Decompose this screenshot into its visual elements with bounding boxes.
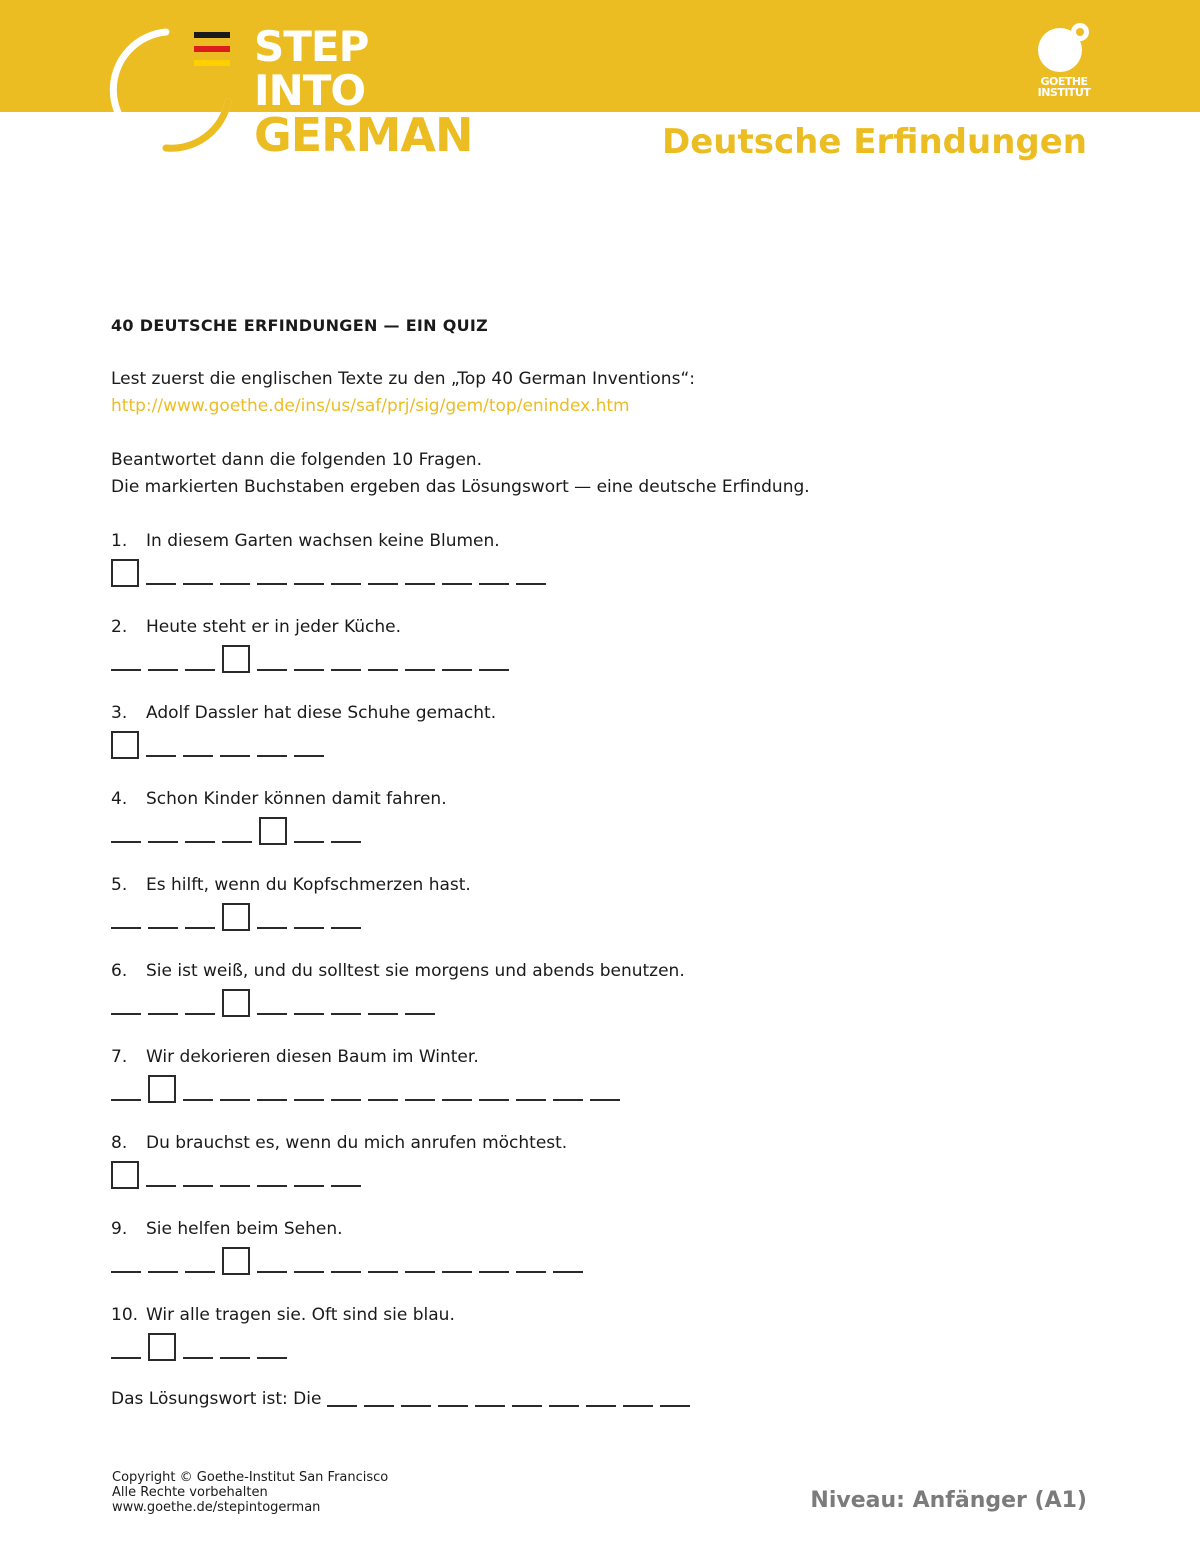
marked-letter-box[interactable] — [111, 559, 139, 587]
level-label: Niveau: Anfänger (A1) — [810, 1488, 1087, 1513]
letter-blank[interactable] — [185, 927, 215, 929]
question-text — [111, 614, 1111, 641]
question-label: Es hilft, wenn du Kopfschmerzen hast. — [146, 875, 471, 895]
letter-blank[interactable] — [442, 583, 472, 585]
solution-letter-blank[interactable] — [549, 1405, 579, 1407]
letter-blank[interactable] — [111, 841, 141, 843]
flag-black-stripe — [194, 32, 230, 38]
letter-blank[interactable] — [148, 1271, 178, 1273]
letter-blank[interactable] — [148, 669, 178, 671]
question-label: Wir dekorieren diesen Baum im Winter. — [146, 1047, 479, 1067]
instructions — [111, 447, 1111, 501]
solution-row — [111, 1386, 1111, 1413]
answer-row — [111, 813, 1111, 845]
question-label: Adolf Dassler hat diese Schuhe gemacht. — [146, 703, 497, 723]
letter-blank[interactable] — [331, 669, 361, 671]
letter-blank[interactable] — [442, 1099, 472, 1101]
marked-letter-box[interactable] — [222, 903, 250, 931]
letter-blank[interactable] — [183, 583, 213, 585]
marked-letter-box[interactable] — [259, 817, 287, 845]
solution-letter-blank[interactable] — [475, 1405, 505, 1407]
footer-copyright: Copyright © Goethe-Institut San Francisco — [112, 1470, 389, 1485]
quiz-heading: 40 DEUTSCHE ERFINDUNGEN — EIN QUIZ — [111, 316, 489, 335]
letter-blank[interactable] — [405, 583, 435, 585]
letter-blank[interactable] — [368, 583, 398, 585]
letter-blank[interactable] — [146, 583, 176, 585]
solution-blanks — [327, 1405, 697, 1413]
goethe-institut-logo — [1036, 20, 1092, 104]
letter-blank[interactable] — [516, 583, 546, 585]
letter-blank[interactable] — [185, 1271, 215, 1273]
instruction-line-2: Die markierten Buchstaben ergeben das Lösungswort — eine deutsche Erfindung. — [111, 477, 810, 497]
question-item — [111, 1216, 1111, 1275]
letter-blank[interactable] — [220, 1185, 250, 1187]
letter-blank[interactable] — [148, 841, 178, 843]
letter-blank[interactable] — [553, 1271, 583, 1273]
question-number: 1. — [111, 531, 128, 551]
marked-letter-box[interactable] — [222, 1247, 250, 1275]
letter-blank[interactable] — [146, 755, 176, 757]
answer-row — [111, 641, 1111, 673]
solution-letter-blank[interactable] — [364, 1405, 394, 1407]
letter-blank[interactable] — [220, 1357, 250, 1359]
answer-row — [111, 899, 1111, 931]
letter-blank[interactable] — [111, 1357, 141, 1359]
question-text — [111, 872, 1111, 899]
flag-red-stripe — [194, 46, 230, 52]
letter-blank[interactable] — [368, 669, 398, 671]
solution-letter-blank[interactable] — [512, 1405, 542, 1407]
letter-blank[interactable] — [257, 1271, 287, 1273]
question-item — [111, 786, 1111, 845]
letter-blank[interactable] — [111, 1013, 141, 1015]
question-text — [111, 1130, 1111, 1157]
letter-blank[interactable] — [183, 1357, 213, 1359]
question-label: Wir alle tragen sie. Oft sind sie blau. — [146, 1305, 455, 1325]
letter-blank[interactable] — [220, 755, 250, 757]
question-item — [111, 1302, 1111, 1361]
marked-letter-box[interactable] — [222, 645, 250, 673]
question-label: Heute steht er in jeder Küche. — [146, 617, 402, 637]
question-item — [111, 872, 1111, 931]
question-item — [111, 700, 1111, 759]
letter-blank[interactable] — [111, 669, 141, 671]
letter-blank[interactable] — [368, 1099, 398, 1101]
question-text — [111, 1302, 1111, 1329]
letter-blank[interactable] — [516, 1099, 546, 1101]
letter-blank[interactable] — [257, 927, 287, 929]
quiz-intro — [111, 366, 1111, 420]
step-into-german-logo — [104, 22, 474, 162]
letter-blank[interactable] — [331, 583, 361, 585]
solution-label: Das Lösungswort ist: Die — [111, 1389, 322, 1409]
letter-blank[interactable] — [405, 1013, 435, 1015]
question-text — [111, 528, 1111, 555]
letter-blank[interactable] — [294, 583, 324, 585]
solution-letter-blank[interactable] — [327, 1405, 357, 1407]
letter-blank[interactable] — [111, 1099, 141, 1101]
letter-blank[interactable] — [185, 1013, 215, 1015]
answer-row — [111, 727, 1111, 759]
question-text — [111, 958, 1111, 985]
solution-letter-blank[interactable] — [401, 1405, 431, 1407]
question-list — [111, 528, 1111, 1361]
letter-blank[interactable] — [331, 841, 361, 843]
marked-letter-box[interactable] — [111, 1161, 139, 1189]
question-number: 5. — [111, 875, 128, 895]
goethe-emblem-icon — [1036, 20, 1092, 76]
intro-text: Lest zuerst die englischen Texte zu den „Top 40 German Inventions“: — [111, 369, 695, 389]
letter-blank[interactable] — [257, 1013, 287, 1015]
inventions-link[interactable]: http://www.goethe.de/ins/us/saf/prj/sig/gem/top/enindex.htm — [111, 396, 630, 416]
letter-blank[interactable] — [553, 1099, 583, 1101]
letter-blank[interactable] — [257, 1185, 287, 1187]
letter-blank[interactable] — [479, 669, 509, 671]
letter-blank[interactable] — [405, 1099, 435, 1101]
letter-blank[interactable] — [405, 1271, 435, 1273]
marked-letter-box[interactable] — [111, 731, 139, 759]
question-item — [111, 1130, 1111, 1189]
letter-blank[interactable] — [442, 669, 472, 671]
question-number: 9. — [111, 1219, 128, 1239]
answer-row — [111, 1071, 1111, 1103]
letter-blank[interactable] — [368, 1013, 398, 1015]
answer-row — [111, 1157, 1111, 1189]
letter-blank[interactable] — [148, 927, 178, 929]
answer-row — [111, 1243, 1111, 1275]
letter-blank[interactable] — [294, 755, 324, 757]
letter-blank[interactable] — [183, 755, 213, 757]
letter-blank[interactable] — [331, 1185, 361, 1187]
footer-rights: Alle Rechte vorbehalten — [112, 1485, 268, 1500]
letter-blank[interactable] — [331, 1099, 361, 1101]
letter-blank[interactable] — [111, 1271, 141, 1273]
letter-blank[interactable] — [479, 1271, 509, 1273]
question-number: 6. — [111, 961, 128, 981]
letter-blank[interactable] — [479, 1099, 509, 1101]
logo-circle-icon — [104, 22, 244, 162]
letter-blank[interactable] — [220, 1099, 250, 1101]
question-text — [111, 700, 1111, 727]
question-item — [111, 528, 1111, 587]
instruction-line-1: Beantwortet dann die folgenden 10 Fragen. — [111, 450, 482, 470]
letter-blank[interactable] — [257, 1099, 287, 1101]
question-text — [111, 1044, 1111, 1071]
letter-blank[interactable] — [257, 755, 287, 757]
solution-letter-blank[interactable] — [438, 1405, 468, 1407]
letter-blank[interactable] — [294, 1185, 324, 1187]
letter-blank[interactable] — [516, 1271, 546, 1273]
letter-blank[interactable] — [222, 841, 252, 843]
letter-blank[interactable] — [257, 669, 287, 671]
question-label: Du brauchst es, wenn du mich anrufen möchtest. — [146, 1133, 568, 1153]
question-number: 4. — [111, 789, 128, 809]
question-text — [111, 1216, 1111, 1243]
footer-url[interactable]: www.goethe.de/stepintogerman — [112, 1500, 321, 1515]
letter-blank[interactable] — [294, 927, 324, 929]
question-number: 10. — [111, 1305, 139, 1325]
solution-letter-blank[interactable] — [660, 1405, 690, 1407]
letter-blank[interactable] — [111, 927, 141, 929]
letter-blank[interactable] — [257, 1357, 287, 1359]
logo-line-german: GERMAN — [254, 108, 473, 162]
letter-blank[interactable] — [479, 583, 509, 585]
answer-row — [111, 985, 1111, 1017]
letter-blank[interactable] — [405, 669, 435, 671]
letter-blank[interactable] — [183, 1185, 213, 1187]
solution-letter-blank[interactable] — [586, 1405, 616, 1407]
solution-letter-blank[interactable] — [623, 1405, 653, 1407]
letter-blank[interactable] — [331, 1271, 361, 1273]
question-number: 8. — [111, 1133, 128, 1153]
letter-blank[interactable] — [442, 1271, 472, 1273]
footer — [112, 1470, 388, 1515]
document-title: Deutsche Erfindungen — [662, 122, 1087, 162]
question-label: Sie ist weiß, und du solltest sie morgens und abends benutzen. — [146, 961, 685, 981]
logo-wordmark — [254, 22, 473, 162]
goethe-institut-wordmark: GOETHE INSTITUT — [1037, 75, 1091, 99]
letter-blank[interactable] — [590, 1099, 620, 1101]
question-number: 2. — [111, 617, 128, 637]
answer-row — [111, 555, 1111, 587]
letter-blank[interactable] — [148, 1013, 178, 1015]
letter-blank[interactable] — [220, 583, 250, 585]
marked-letter-box[interactable] — [148, 1075, 176, 1103]
letter-blank[interactable] — [368, 1271, 398, 1273]
letter-blank[interactable] — [257, 583, 287, 585]
letter-blank[interactable] — [146, 1185, 176, 1187]
letter-blank[interactable] — [183, 1099, 213, 1101]
letter-blank[interactable] — [185, 669, 215, 671]
letter-blank[interactable] — [294, 1013, 324, 1015]
marked-letter-box[interactable] — [222, 989, 250, 1017]
letter-blank[interactable] — [294, 841, 324, 843]
logo-line-step: STEP — [254, 22, 369, 71]
question-item — [111, 958, 1111, 1017]
question-item — [111, 614, 1111, 673]
question-number: 7. — [111, 1047, 128, 1067]
letter-blank[interactable] — [185, 841, 215, 843]
question-label: In diesem Garten wachsen keine Blumen. — [146, 531, 500, 551]
question-label: Schon Kinder können damit fahren. — [146, 789, 447, 809]
letter-blank[interactable] — [331, 927, 361, 929]
question-text — [111, 786, 1111, 813]
letter-blank[interactable] — [294, 1271, 324, 1273]
flag-gold-stripe — [194, 60, 230, 66]
answer-row — [111, 1329, 1111, 1361]
letter-blank[interactable] — [294, 669, 324, 671]
question-label: Sie helfen beim Sehen. — [146, 1219, 343, 1239]
letter-blank[interactable] — [331, 1013, 361, 1015]
quiz-content — [111, 312, 1111, 1413]
logo-line-into: INTO — [254, 66, 366, 115]
question-number: 3. — [111, 703, 128, 723]
marked-letter-box[interactable] — [148, 1333, 176, 1361]
letter-blank[interactable] — [294, 1099, 324, 1101]
question-item — [111, 1044, 1111, 1103]
